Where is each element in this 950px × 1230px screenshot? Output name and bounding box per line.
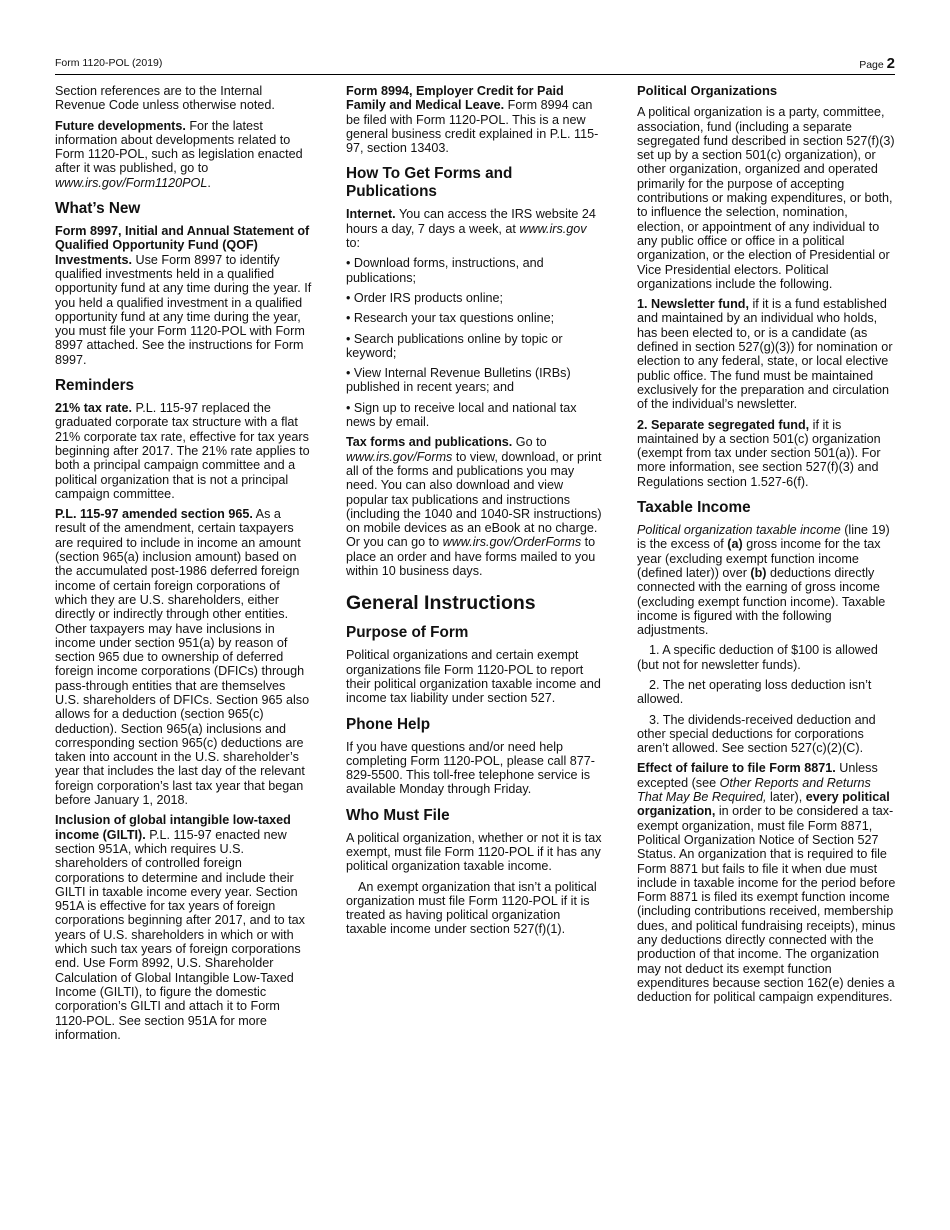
taxable-income-paragraph: Political organization taxable income (line 19) is the excess of (a) gross income for the tax year (excluding exempt function income (defined later)) over (b) deductions directly connected with the earning of gross income (excluding exempt function income). Taxable income is figured with the following adjustments. <box>637 523 890 638</box>
page-word: Page <box>859 59 884 71</box>
adjustment-1: 1. A specific deduction of $100 is allowed (but not for newsletter funds). <box>637 643 878 672</box>
tax-rate-paragraph: 21% tax rate. P.L. 115-97 replaced the graduated corporate tax structure with a flat 21% corporate tax rate, effective for tax years beginning after 2017. The 21% rate applies to both a principal campaign committee and a political organization that is not a principal campaign committee. <box>55 401 310 501</box>
phone-help-heading: Phone Help <box>346 715 431 733</box>
who-must-file-heading: Who Must File <box>346 806 450 824</box>
general-instructions-heading: General Instructions <box>346 592 536 615</box>
form1120pol-link[interactable]: www.irs.gov/Form1120POL <box>55 175 208 190</box>
list-item: • View Internal Revenue Bulletins (IRBs) published in recent years; and <box>346 366 571 395</box>
how-to-get-forms-heading: How To Get Forms and Publications <box>346 165 513 201</box>
taxable-income-heading: Taxable Income <box>637 499 751 517</box>
page-label <box>859 55 895 72</box>
form-8994-paragraph: Form 8994, Employer Credit for Paid Family and Medical Leave. Form 8994 can be filed with Form 1120-POL. This is a new general business credit explained in P.L. 115-97, section 13403. <box>346 84 599 156</box>
column-2 <box>346 84 604 943</box>
page-number: 2 <box>886 55 895 72</box>
intro-paragraph: Section references are to the Internal Revenue Code unless otherwise noted. <box>55 84 275 113</box>
purpose-paragraph: Political organizations and certain exempt organizations file Form 1120-POL to report their political organization taxable income and income tax liability under section 527. <box>346 648 601 706</box>
page-header <box>55 55 895 75</box>
political-organizations-paragraph: A political organization is a party, committee, association, fund (including a separate segregated fund described in section 527(f)(3) set up by a section 501(c) organization), or other organization, organized and operated primarily for the purpose of accepting contributions or making expenditures, or both, to influence the selection, nomination, election, or appointment of any individual to any public office or office in a political organization, or the election of Presidential or Vice Presidential electors. Political organizations include the following. <box>637 105 895 291</box>
adjustment-2: 2. The net operating loss deduction isn’t allowed. <box>637 677 872 707</box>
exempt-org-paragraph: An exempt organization that isn’t a political organization must file Form 1120-POL if it is treated as having political organization taxable income under section 527(f)(1). <box>346 879 597 937</box>
tax-forms-paragraph: Tax forms and publications. Go to www.irs.gov/Forms to view, download, or print all of the forms and publications you may need. You can also download and view popular tax publications and instructions (including the 1040 and 1040-SR instructions) on mobile devices as an eBook at no charge. Or you can go to www.irs.gov/OrderForms to place an order and have forms mailed to you within 10 business days. <box>346 435 602 579</box>
section-965-paragraph: P.L. 115-97 amended section 965. As a result of the amendment, certain taxpayers are required to include in income an amount (section 965(a) inclusion amount) based on the accumulated post-1986 deferred foreign income of certain foreign corporations of which they are U.S. shareholders, either directly or indirectly through other entities. Other taxpayers may have inclusions in income under section 951(a) by reason of section 965 due to ownership of deferred foreign income corporations (DFICs) through pass-through entities that are themselves U.S. shareholders of DFICs. Section 965 also allows for a deduction (section 965(c) deduction). Section 965(a) inclusions and corresponding section 965(c) deductions are taken into account in the U.S. shareholder’s year that includes the last day of the relevant foreign corporation’s last tax year that began before January 1, 2018. <box>55 507 310 808</box>
irs-gov-link[interactable]: www.irs.gov <box>519 221 587 236</box>
list-item: • Research your tax questions online; <box>346 311 555 326</box>
political-organizations-heading: Political Organizations <box>637 83 778 98</box>
whats-new-heading: What’s New <box>55 200 141 218</box>
phone-help-paragraph: If you have questions and/or need help completing Form 1120-POL, please call 877-829-5500. This toll-free telephone service is available Monday through Friday. <box>346 739 595 797</box>
effect-of-failure-paragraph: Effect of failure to file Form 8871. Unless excepted (see Other Reports and Returns That May Be Required, later), every political organization, in order to be considered a tax-exempt organization, must file Form 8871, Political Organization Notice of Section 527 Status. An organization that is required to file Form 8871 but fails to file it when due must include in taxable income for the period before Form 8871 is filed its exempt function income (including contributions received, membership dues, and political fundraising receipts), minus any deductions directly connected with the production of that income. The organization may not deduct its exempt function expenditures because section 162(e) denies a deduction for political campaign expenditures. <box>637 761 896 1005</box>
newsletter-fund-paragraph: 1. Newsletter fund, if it is a fund established and maintained by an individual who holds, has been elected to, or is a candidate (as defined in section 527(g)(3)) for nomination or election to any federal, state, or local elective public office. The fund must be maintained exclusively for the preparation and circulation of the individual’s newsletter. <box>637 297 893 412</box>
internet-paragraph: Internet. You can access the IRS website 24 hours a day, 7 days a week, at www.irs.gov to: <box>346 207 596 251</box>
future-developments: Future developments. For the latest information about developments related to Form 1120-POL, such as legislation enacted after it was published, go to www.irs.gov/Form1120POL. <box>55 118 303 190</box>
adjustment-3: 3. The dividends-received deduction and other special deductions for corporations aren’t allowed. See section 527(c)(2)(C). <box>637 712 876 756</box>
irs-forms-link[interactable]: www.irs.gov/Forms <box>346 449 453 464</box>
column-1 <box>55 84 313 1048</box>
column-3 <box>637 84 897 1011</box>
list-item: • Search publications online by topic or keyword; <box>346 331 563 360</box>
reminders-heading: Reminders <box>55 377 135 395</box>
list-item: • Sign up to receive local and national tax news by email. <box>346 400 577 430</box>
form-8997-paragraph: Form 8997, Initial and Annual Statement of Qualified Opportunity Fund (QOF) Investments. Use Form 8997 to identify qualified investments held in a qualified opportunity fund at any time during the year. If you held a qualified investment in a qualified opportunity fund at any time during the year, you must file your Form 1120-POL with Form 8997 attached. See the instructions for Form 8997. <box>55 224 312 367</box>
list-item: • Order IRS products online; <box>346 290 504 305</box>
form-id: Form 1120-POL (2019) <box>55 57 163 69</box>
gilti-paragraph: Inclusion of global intangible low-taxed income (GILTI). P.L. 115-97 enacted new section 951A, which requires U.S. shareholders of controlled foreign corporations to determine and include their GILTI in taxable income every year. Section 951A is effective for tax years of foreign corporations beginning after 2017, and to tax years of U.S. shareholders in which or with which such tax years of foreign corporations end. Use Form 8992, U.S. Shareholder Calculation of Global Intangible Low-Taxed Income (GILTI), to figure the domestic corporation’s GILTI and attach it to Form 1120-POL. See section 951A for more information. <box>55 813 305 1042</box>
who-must-file-paragraph: A political organization, whether or not it is tax exempt, must file Form 1120-POL if it has any political organization taxable income. <box>346 830 602 874</box>
order-forms-link[interactable]: www.irs.gov/OrderForms <box>442 535 582 550</box>
list-item: • Download forms, instructions, and publications; <box>346 256 544 285</box>
purpose-heading: Purpose of Form <box>346 624 469 642</box>
segregated-fund-paragraph: 2. Separate segregated fund, if it is maintained by a section 501(c) organization (exempt from tax under section 501(a)). For more information, see section 527(f)(3) and Regulations section 1.527-6(f). <box>637 417 881 489</box>
future-head: Future developments. <box>55 118 186 133</box>
